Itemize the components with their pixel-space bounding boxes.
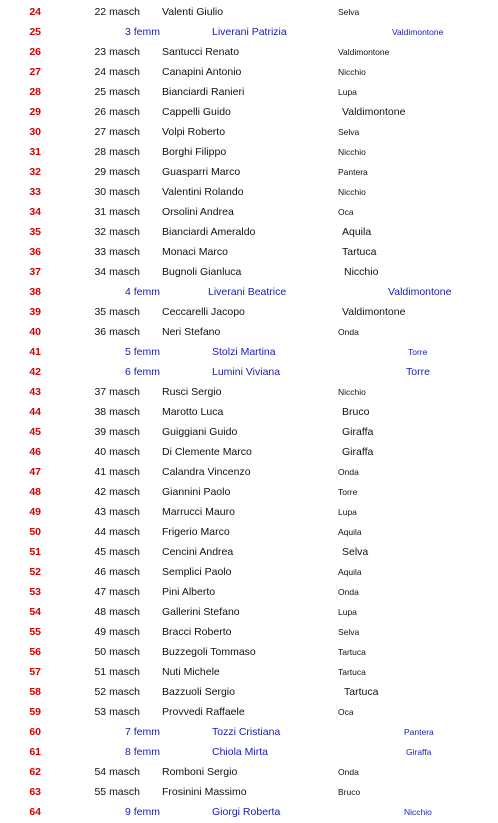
table-row [0,42,498,62]
category-rank: 46 masch [94,566,140,578]
contrada-name: Aquila [338,567,362,577]
contrada-name: Selva [338,127,360,137]
contrada-name: Valdimontone [342,306,406,318]
participant-name: Chiola Mirta [212,746,269,758]
row-number: 35 [29,226,41,238]
table-row [0,702,498,722]
table-row [0,122,498,142]
category-rank: 6 femm [124,366,160,378]
row-number: 53 [29,586,41,598]
participant-name: Volpi Roberto [162,126,226,138]
row-number: 59 [29,706,41,718]
row-number: 30 [29,126,41,138]
contrada-name: Torre [338,487,358,497]
category-rank: 3 femm [124,26,160,38]
row-number: 46 [29,446,41,458]
participant-name: Provvedi Raffaele [162,706,245,718]
contrada-name: Nicchio [344,266,379,278]
participant-name: Guiggiani Guido [162,426,238,438]
participant-name: Valentini Rolando [162,186,244,198]
contrada-name: Tartuca [344,686,379,698]
category-rank: 34 masch [94,266,140,278]
row-number: 52 [29,566,41,578]
table-row [0,242,498,262]
row-number: 38 [29,286,41,298]
contrada-name: Tartuca [338,647,366,657]
table-row [0,602,498,622]
row-number: 48 [29,486,41,498]
table-row [0,322,498,342]
table-row [0,402,498,422]
row-number: 27 [29,66,41,78]
category-rank: 49 masch [94,626,140,638]
participant-name: Bracci Roberto [162,626,232,638]
contrada-name: Selva [338,7,360,17]
category-rank: 38 masch [94,406,140,418]
category-rank: 23 masch [94,46,140,58]
row-number: 39 [29,306,41,318]
category-rank: 27 masch [94,126,140,138]
participant-name: Liverani Patrizia [212,26,287,38]
table-row [0,442,498,462]
table-row [0,642,498,662]
row-number: 41 [29,346,41,358]
contrada-name: Tartuca [338,667,366,677]
table-row [0,302,498,322]
contrada-name: Nicchio [338,147,366,157]
category-rank: 41 masch [94,466,140,478]
table-row [0,102,498,122]
row-number: 64 [29,806,41,818]
row-number: 32 [29,166,41,178]
contrada-name: Nicchio [338,67,366,77]
participant-name: Buzzegoli Tommaso [162,646,256,658]
table-row [0,222,498,242]
contrada-name: Oca [338,707,354,717]
category-rank: 52 masch [94,686,140,698]
category-rank: 36 masch [94,326,140,338]
row-number: 42 [29,366,41,378]
contrada-name: Pantera [338,167,368,177]
contrada-name: Valdimontone [342,106,406,118]
row-number: 26 [29,46,41,58]
table-row [0,582,498,602]
category-rank: 24 masch [94,66,140,78]
category-rank: 8 femm [124,746,160,758]
participant-name: Monaci Marco [162,246,228,258]
participant-name: Cencini Andrea [162,546,234,558]
row-number: 61 [29,746,41,758]
table-row [0,162,498,182]
table-row [0,22,498,42]
contrada-name: Lupa [338,87,357,97]
row-number: 55 [29,626,41,638]
category-rank: 32 masch [94,226,140,238]
contrada-name: Aquila [342,226,372,238]
participant-name: Lumini Viviana [212,366,281,378]
contrada-name: Nicchio [338,187,366,197]
participant-name: Neri Stefano [162,326,221,338]
table-row [0,462,498,482]
contrada-name: Torre [408,347,428,357]
category-rank: 39 masch [94,426,140,438]
contrada-name: Bruco [342,406,370,418]
contrada-name: Selva [338,627,360,637]
category-rank: 51 masch [94,666,140,678]
participant-name: Pini Alberto [162,586,216,598]
table-row [0,62,498,82]
row-number: 36 [29,246,41,258]
category-rank: 25 masch [94,86,140,98]
contrada-name: Onda [338,467,359,477]
category-rank: 29 masch [94,166,140,178]
participant-name: Liverani Beatrice [208,286,287,298]
row-number: 43 [29,386,41,398]
row-number: 34 [29,206,41,218]
participant-name: Semplici Paolo [162,566,232,578]
category-rank: 4 femm [124,286,160,298]
row-number: 40 [29,326,41,338]
table-row [0,622,498,642]
category-rank: 26 masch [94,106,140,118]
contrada-name: Selva [342,546,369,558]
category-rank: 53 masch [94,706,140,718]
contrada-name: Oca [338,207,354,217]
category-rank: 31 masch [94,206,140,218]
table-row [0,282,498,302]
participant-name: Giorgi Roberta [212,806,281,818]
table-row [0,2,498,22]
category-rank: 30 masch [94,186,140,198]
participant-name: Cappelli Guido [162,106,231,118]
table-row [0,742,498,762]
row-number: 63 [29,786,41,798]
table-row [0,202,498,222]
participant-name: Tozzi Cristiana [212,726,281,738]
row-number: 31 [29,146,41,158]
contrada-name: Onda [338,587,359,597]
participant-name: Gallerini Stefano [162,606,240,618]
row-number: 51 [29,546,41,558]
participant-name: Stolzi Martina [212,346,276,358]
contrada-name: Tartuca [342,246,377,258]
category-rank: 47 masch [94,586,140,598]
row-number: 50 [29,526,41,538]
contrada-name: Lupa [338,507,357,517]
contrada-name: Bruco [338,787,361,797]
table-row [0,342,498,362]
participant-name: Ceccarelli Jacopo [162,306,245,318]
participant-name: Romboni Sergio [162,766,238,778]
row-number: 56 [29,646,41,658]
row-number: 49 [29,506,41,518]
table-row [0,662,498,682]
category-rank: 40 masch [94,446,140,458]
participant-name: Borghi Filippo [162,146,227,158]
category-rank: 22 masch [94,6,140,18]
contrada-name: Pantera [404,727,434,737]
row-number: 44 [29,406,41,418]
contrada-name: Nicchio [338,387,366,397]
row-number: 45 [29,426,41,438]
table-row [0,262,498,282]
row-number: 33 [29,186,41,198]
participant-name: Rusci Sergio [162,386,222,398]
participant-name: Frosinini Massimo [162,786,247,798]
table-row [0,562,498,582]
row-number: 24 [29,6,41,18]
contrada-name: Valdimontone [388,286,452,298]
participant-name: Marrucci Mauro [162,506,235,518]
category-rank: 45 masch [94,546,140,558]
table-row [0,82,498,102]
contrada-name: Giraffa [342,446,374,458]
category-rank: 50 masch [94,646,140,658]
row-number: 57 [29,666,41,678]
row-number: 28 [29,86,41,98]
contrada-name: Valdimontone [392,27,444,37]
contrada-name: Onda [338,767,359,777]
table-row [0,502,498,522]
category-rank: 35 masch [94,306,140,318]
row-number: 62 [29,766,41,778]
table-row [0,522,498,542]
participant-name: Di Clemente Marco [162,446,252,458]
participant-name: Valenti Giulio [162,6,224,18]
contrada-name: Nicchio [404,807,432,817]
row-number: 37 [29,266,41,278]
row-number: 54 [29,606,41,618]
contrada-name: Giraffa [406,747,432,757]
table-row [0,802,498,822]
table-row [0,382,498,402]
contrada-name: Aquila [338,527,362,537]
participant-name: Bazzuoli Sergio [162,686,235,698]
participant-name: Bugnoli Gianluca [162,266,242,278]
category-rank: 33 masch [94,246,140,258]
participant-name: Nuti Michele [162,666,220,678]
category-rank: 37 masch [94,386,140,398]
table-row [0,182,498,202]
row-number: 60 [29,726,41,738]
category-rank: 42 masch [94,486,140,498]
category-rank: 9 femm [124,806,160,818]
contrada-name: Valdimontone [338,47,390,57]
table-row [0,722,498,742]
category-rank: 55 masch [94,786,140,798]
category-rank: 43 masch [94,506,140,518]
participant-name: Giannini Paolo [162,486,231,498]
participant-name: Frigerio Marco [162,526,230,538]
participant-name: Santucci Renato [162,46,240,58]
row-number: 47 [29,466,41,478]
participant-name: Marotto Luca [162,406,224,418]
participant-name: Calandra Vincenzo [162,466,251,478]
participant-name: Canapini Antonio [162,66,242,78]
contrada-name: Giraffa [342,426,374,438]
table-row [0,422,498,442]
category-rank: 5 femm [124,346,160,358]
category-rank: 54 masch [94,766,140,778]
participant-name: Guasparri Marco [162,166,241,178]
row-number: 25 [29,26,41,38]
category-rank: 7 femm [124,726,160,738]
participant-name: Bianciardi Ranieri [162,86,245,98]
participant-name: Orsolini Andrea [162,206,234,218]
table-row [0,142,498,162]
row-number: 29 [29,106,41,118]
table-row [0,762,498,782]
table-row [0,782,498,802]
category-rank: 48 masch [94,606,140,618]
table-row [0,682,498,702]
contrada-name: Lupa [338,607,357,617]
table-row [0,482,498,502]
category-rank: 28 masch [94,146,140,158]
results-list [0,2,498,822]
contrada-name: Torre [406,366,430,378]
category-rank: 44 masch [94,526,140,538]
table-row [0,542,498,562]
table-row [0,362,498,382]
participant-name: Bianciardi Ameraldo [162,226,256,238]
contrada-name: Onda [338,327,359,337]
row-number: 58 [29,686,41,698]
